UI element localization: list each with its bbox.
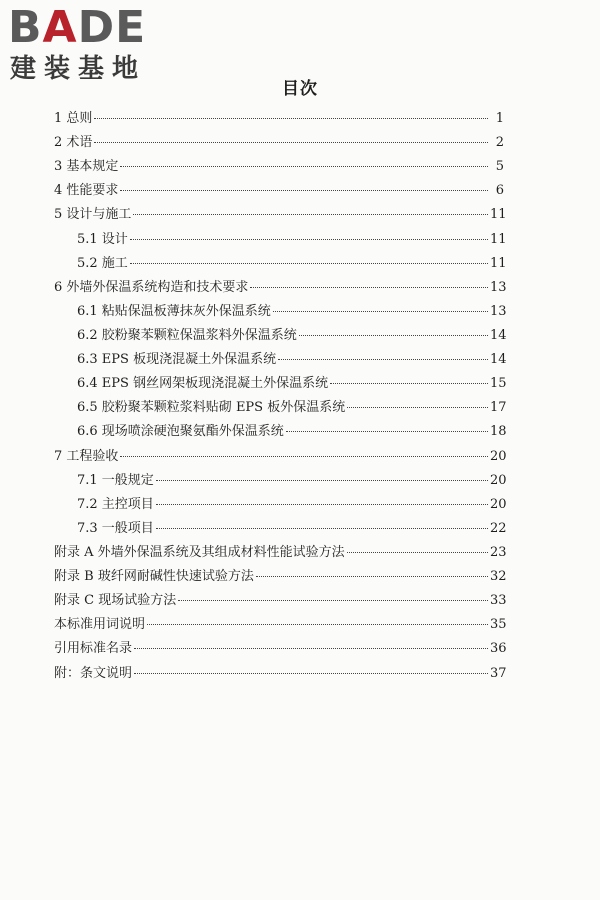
toc-entry-label: 7.3 一般项目 [77, 520, 154, 536]
toc-entry[interactable] [54, 324, 507, 348]
table-of-contents [54, 107, 507, 686]
toc-entry-label: 6.2 胶粉聚苯颗粒保温浆料外保温系统 [77, 327, 297, 343]
toc-dot-leader [156, 504, 488, 505]
toc-entry-label: 5 设计与施工 [54, 207, 132, 223]
toc-dot-leader [120, 456, 488, 457]
toc-entry-label: 附录 C 现场试验方法 [54, 593, 177, 609]
toc-entry-page: 33 [490, 593, 507, 609]
toc-entry-page: 32 [490, 569, 507, 585]
toc-entry-label: 7.1 一般规定 [77, 472, 154, 488]
toc-dot-leader [273, 311, 488, 312]
toc-dot-leader [278, 359, 488, 360]
toc-entry-label: 5.2 施工 [77, 255, 128, 271]
toc-entry-page: 20 [490, 496, 507, 512]
toc-entry-page: 36 [490, 641, 507, 657]
toc-dot-leader [130, 263, 488, 264]
toc-dot-leader [178, 600, 488, 601]
toc-entry-label: 7 工程验收 [54, 448, 119, 464]
toc-entry[interactable] [54, 300, 507, 324]
toc-entry-label: 5.1 设计 [77, 231, 128, 247]
toc-entry-page: 2 [495, 135, 504, 151]
toc-dot-leader [347, 407, 488, 408]
toc-dot-leader [120, 190, 488, 191]
toc-entry-label: 6.6 现场喷涂硬泡聚氨酯外保温系统 [77, 424, 284, 440]
toc-entry[interactable] [54, 637, 507, 661]
toc-entry-label: 引用标准名录 [54, 641, 133, 657]
toc-entry[interactable] [54, 662, 507, 686]
toc-entry-page: 23 [490, 544, 507, 560]
toc-entry-label: 6.5 胶粉聚苯颗粒浆料贴砌 EPS 板外保温系统 [77, 400, 346, 416]
toc-entry-label: 6.3 EPS 板现浇混凝土外保温系统 [77, 352, 277, 368]
toc-entry-page: 5 [495, 159, 504, 175]
toc-entry-label: 6.4 EPS 钢丝网架板现浇混凝土外保温系统 [77, 376, 329, 392]
toc-entry-page: 22 [490, 520, 507, 536]
toc-entry-page: 35 [490, 617, 507, 633]
toc-entry-page: 1 [495, 111, 504, 126]
toc-entry[interactable] [54, 469, 507, 493]
toc-dot-leader [130, 239, 488, 240]
toc-entry[interactable] [54, 276, 507, 300]
toc-entry-page: 18 [490, 424, 507, 440]
toc-entry[interactable] [54, 589, 507, 613]
toc-entry-label: 附录 B 玻纤网耐碱性快速试验方法 [54, 569, 254, 585]
toc-entry[interactable] [54, 348, 507, 372]
toc-entry[interactable] [54, 228, 507, 252]
toc-entry-page: 13 [490, 303, 507, 319]
toc-dot-leader [147, 624, 488, 625]
logo-subtitle: 建装基地 [10, 54, 147, 84]
toc-dot-leader [156, 528, 488, 529]
toc-dot-leader [134, 673, 488, 674]
toc-entry[interactable] [54, 396, 507, 420]
toc-dot-leader [94, 142, 488, 143]
page-title: 目次 [282, 79, 318, 99]
toc-entry[interactable] [54, 155, 504, 179]
toc-entry[interactable] [54, 493, 507, 517]
toc-dot-leader [330, 383, 488, 384]
toc-entry-page: 11 [490, 207, 507, 223]
toc-entry[interactable] [54, 420, 507, 444]
toc-entry-label: 附：条文说明 [54, 665, 133, 681]
toc-dot-leader [347, 552, 488, 553]
toc-entry-page: 6 [495, 183, 504, 199]
toc-entry-label: 3 基本规定 [54, 159, 119, 175]
toc-entry-label: 2 术语 [54, 135, 93, 151]
toc-entry[interactable] [54, 203, 507, 227]
toc-entry-page: 11 [490, 255, 507, 271]
toc-dot-leader [120, 166, 488, 167]
toc-entry[interactable] [54, 252, 507, 276]
toc-dot-leader [256, 576, 488, 577]
toc-dot-leader [133, 214, 488, 215]
toc-entry-label: 1 总则 [54, 111, 93, 126]
toc-dot-leader [299, 335, 488, 336]
toc-entry[interactable] [54, 131, 504, 155]
toc-entry[interactable] [54, 613, 507, 637]
toc-dot-leader [156, 480, 488, 481]
toc-entry-page: 14 [490, 327, 507, 343]
toc-entry-label: 6 外墙外保温系统构造和技术要求 [54, 279, 249, 295]
toc-dot-leader [134, 648, 488, 649]
toc-entry-label: 7.2 主控项目 [77, 496, 154, 512]
toc-entry-page: 20 [490, 448, 507, 464]
toc-entry-page: 11 [490, 231, 507, 247]
toc-entry-page: 13 [490, 279, 507, 295]
toc-entry-page: 20 [490, 472, 507, 488]
toc-dot-leader [250, 287, 488, 288]
toc-entry-label: 本标准用词说明 [54, 617, 146, 633]
toc-entry[interactable] [54, 372, 507, 396]
bade-logo [6, 2, 176, 84]
toc-entry[interactable] [54, 445, 507, 469]
toc-entry[interactable] [54, 517, 507, 541]
toc-entry[interactable] [54, 179, 504, 203]
logo-brand-text: BADE [8, 2, 147, 53]
toc-entry[interactable] [54, 565, 507, 589]
toc-dot-leader [286, 431, 488, 432]
toc-entry[interactable] [54, 541, 507, 565]
toc-entry-label: 4 性能要求 [54, 183, 119, 199]
toc-entry-page: 14 [490, 352, 507, 368]
toc-dot-leader [94, 118, 488, 119]
toc-entry-page: 37 [490, 665, 507, 681]
toc-entry-label: 附录 A 外墙外保温系统及其组成材料性能试验方法 [54, 544, 345, 560]
toc-entry-label: 6.1 粘贴保温板薄抹灰外保温系统 [77, 303, 271, 319]
toc-entry-page: 15 [490, 376, 507, 392]
toc-entry-page: 17 [490, 400, 507, 416]
toc-entry[interactable] [54, 107, 504, 131]
